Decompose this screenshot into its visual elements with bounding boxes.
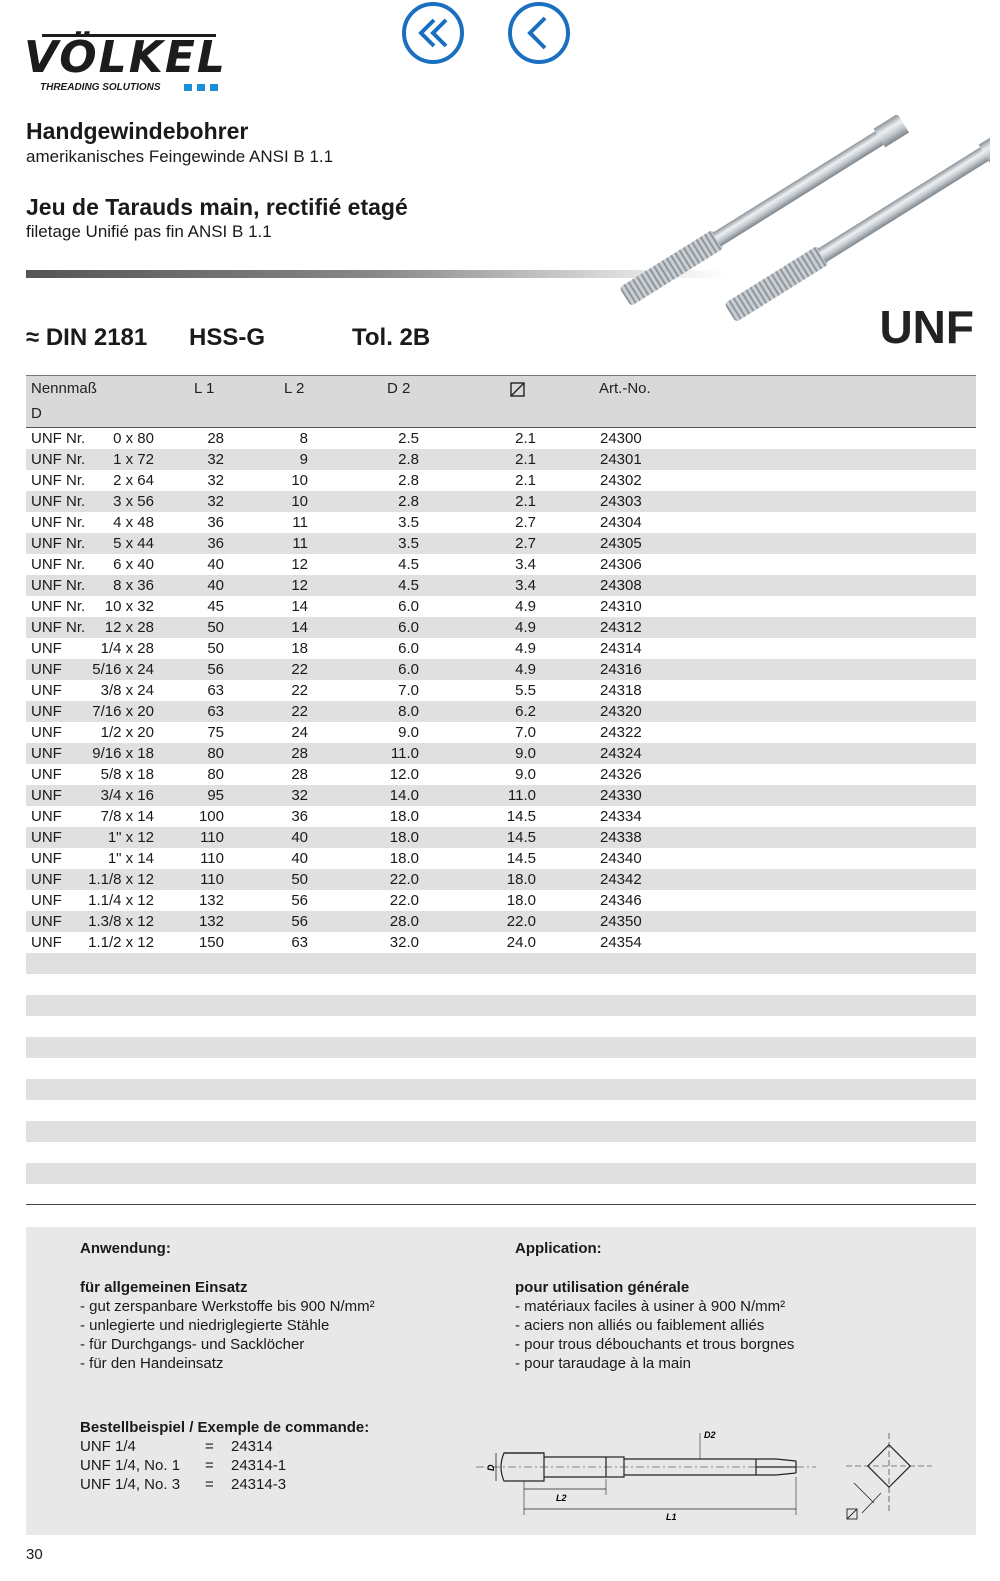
application-heading-fr: Application: — [515, 1240, 602, 1257]
table-row — [26, 575, 976, 596]
drawing-label-d2: D2 — [704, 1430, 716, 1440]
empty-table-row — [26, 1016, 976, 1037]
table-row — [26, 848, 976, 869]
tap-technical-drawing — [456, 1423, 936, 1533]
cell-type: UNF Nr. — [31, 556, 86, 573]
cell-sq: 2.1 — [515, 430, 536, 447]
cell-art: 24324 — [600, 745, 642, 762]
cell-type: UNF — [31, 724, 62, 741]
cell-l1: 110 — [200, 850, 224, 867]
order-example-heading: Bestellbeispiel / Exemple de commande: — [80, 1419, 370, 1436]
drawing-label-l1: L1 — [666, 1512, 677, 1522]
cell-l1: 36 — [207, 514, 224, 531]
cell-l2: 10 — [291, 472, 308, 489]
cell-type: UNF Nr. — [31, 430, 86, 447]
table-row — [26, 743, 976, 764]
application-item-de: - gut zerspanbare Werkstoffe bis 900 N/mm² — [80, 1298, 375, 1315]
cell-sq: 2.1 — [515, 451, 536, 468]
cell-l1: 32 — [207, 451, 224, 468]
cell-l2: 22 — [291, 661, 308, 678]
cell-sq: 4.9 — [515, 640, 536, 657]
cell-l1: 80 — [207, 766, 224, 783]
cell-sq: 4.9 — [515, 598, 536, 615]
cell-sq: 24.0 — [506, 934, 536, 951]
cell-sq: 4.9 — [515, 619, 536, 636]
order-line-code: 24314-3 — [231, 1476, 287, 1493]
cell-size: 1.1/8 x 12 — [88, 871, 154, 888]
brand-name: VÖLKEL — [24, 32, 227, 83]
subtitle-fr: filetage Unifié pas fin ANSI B 1.1 — [26, 222, 272, 241]
cell-art: 24308 — [600, 577, 642, 594]
spec-tolerance: Tol. 2B — [352, 324, 431, 351]
cell-d2: 6.0 — [398, 619, 419, 636]
cell-l1: 36 — [207, 535, 224, 552]
application-item-de: - unlegierte und niedriglegierte Stähle — [80, 1317, 330, 1334]
cell-d2: 9.0 — [398, 724, 419, 741]
order-line-eq: = — [205, 1438, 214, 1455]
cell-l2: 22 — [291, 682, 308, 699]
cell-d2: 2.8 — [398, 451, 419, 468]
cell-d2: 32.0 — [389, 934, 419, 951]
cell-art: 24322 — [600, 724, 642, 741]
table-row — [26, 533, 976, 554]
cell-l2: 12 — [291, 556, 308, 573]
cell-l1: 75 — [207, 724, 224, 741]
table-row — [26, 869, 976, 890]
cell-l2: 18 — [291, 640, 308, 657]
taps-image — [605, 115, 990, 330]
cell-sq: 5.5 — [515, 682, 536, 699]
cell-sq: 14.5 — [506, 850, 536, 867]
cell-size: 4 x 48 — [113, 514, 154, 531]
cell-size: 3 x 56 — [113, 493, 154, 510]
cell-type: UNF Nr. — [31, 577, 86, 594]
cell-l1: 40 — [207, 556, 224, 573]
cell-type: UNF Nr. — [31, 451, 86, 468]
spec-material: HSS-G — [189, 324, 266, 351]
drawing-label-d: D — [486, 1464, 496, 1471]
table-row — [26, 512, 976, 533]
cell-l1: 63 — [207, 703, 224, 720]
cell-d2: 4.5 — [398, 556, 419, 573]
order-line-eq: = — [205, 1476, 214, 1493]
cell-l2: 14 — [291, 598, 308, 615]
cell-type: UNF Nr. — [31, 535, 86, 552]
cell-type: UNF — [31, 787, 62, 804]
cell-d2: 3.5 — [398, 514, 419, 531]
cell-size: 3/8 x 24 — [100, 682, 154, 699]
cell-d2: 2.8 — [398, 472, 419, 489]
cell-type: UNF — [31, 892, 62, 909]
cell-d2: 18.0 — [389, 850, 419, 867]
table-body — [26, 428, 976, 1184]
table-row — [26, 659, 976, 680]
cell-art: 24300 — [600, 430, 642, 447]
cell-type: UNF — [31, 703, 62, 720]
cell-l2: 11 — [292, 535, 308, 552]
cell-sq: 2.1 — [515, 493, 536, 510]
cell-l1: 32 — [207, 493, 224, 510]
cell-l2: 56 — [291, 913, 308, 930]
table-row — [26, 764, 976, 785]
cell-sq: 18.0 — [506, 871, 536, 888]
cell-l1: 56 — [207, 661, 224, 678]
cell-size: 1/2 x 20 — [100, 724, 154, 741]
cell-sq: 22.0 — [506, 913, 536, 930]
application-sub-fr: pour utilisation générale — [515, 1279, 690, 1296]
cell-l1: 95 — [207, 787, 224, 804]
table-row — [26, 890, 976, 911]
table-row — [26, 701, 976, 722]
cell-type: UNF — [31, 913, 62, 930]
cell-sq: 6.2 — [515, 703, 536, 720]
cell-size: 5/8 x 18 — [100, 766, 154, 783]
chevron-left-icon — [512, 6, 566, 60]
application-item-fr: - aciers non alliés ou faiblement alliés — [515, 1317, 765, 1334]
cell-art: 24320 — [600, 703, 642, 720]
cell-d2: 28.0 — [389, 913, 419, 930]
empty-table-row — [26, 1079, 976, 1100]
cell-size: 3/4 x 16 — [100, 787, 154, 804]
cell-size: 0 x 80 — [113, 430, 154, 447]
cell-l2: 40 — [291, 850, 308, 867]
volkel-logo — [24, 32, 227, 96]
cell-size: 1" x 12 — [107, 829, 154, 846]
cell-l2: 22 — [291, 703, 308, 720]
cell-size: 10 x 32 — [104, 598, 154, 615]
table-row — [26, 680, 976, 701]
cell-type: UNF — [31, 871, 62, 888]
header-d2: D 2 — [387, 380, 411, 397]
cell-art: 24304 — [600, 514, 642, 531]
cell-l2: 50 — [291, 871, 308, 888]
cell-sq: 18.0 — [506, 892, 536, 909]
order-line-name: UNF 1/4 — [80, 1438, 136, 1455]
cell-d2: 6.0 — [398, 640, 419, 657]
double-chevron-left-icon — [406, 6, 460, 60]
cell-type: UNF — [31, 661, 62, 678]
cell-size: 1.1/2 x 12 — [88, 934, 154, 951]
cell-art: 24340 — [600, 850, 642, 867]
cell-l1: 45 — [207, 598, 224, 615]
table-row — [26, 596, 976, 617]
header-l2: L 2 — [284, 380, 305, 397]
cell-l2: 11 — [292, 514, 308, 531]
cell-art: 24334 — [600, 808, 642, 825]
cell-d2: 22.0 — [389, 871, 419, 888]
cell-type: UNF — [31, 934, 62, 951]
spec-din: ≈ DIN 2181 — [26, 324, 148, 351]
cell-d2: 12.0 — [389, 766, 419, 783]
cell-sq: 14.5 — [506, 808, 536, 825]
cell-l2: 10 — [291, 493, 308, 510]
cell-l1: 132 — [198, 892, 224, 909]
cell-type: UNF Nr. — [31, 514, 86, 531]
info-box — [26, 1227, 976, 1535]
cell-size: 5 x 44 — [113, 535, 154, 552]
application-item-de: - für Durchgangs- und Sacklöcher — [80, 1336, 305, 1353]
empty-table-row — [26, 1142, 976, 1163]
cell-art: 24316 — [600, 661, 642, 678]
cell-l1: 50 — [207, 640, 224, 657]
cell-sq: 2.7 — [515, 514, 536, 531]
cell-size: 5/16 x 24 — [92, 661, 154, 678]
empty-table-row — [26, 1163, 976, 1184]
cell-size: 1 x 72 — [113, 451, 154, 468]
cell-l2: 56 — [291, 892, 308, 909]
cell-type: UNF Nr. — [31, 619, 86, 636]
drawing-label-l2: L2 — [556, 1493, 567, 1503]
cell-size: 1" x 14 — [107, 850, 154, 867]
cell-art: 24346 — [600, 892, 642, 909]
thread-type-label: UNF — [879, 301, 974, 353]
application-item-fr: - pour taraudage à la main — [515, 1355, 691, 1372]
cell-l2: 8 — [299, 430, 308, 447]
cell-l1: 40 — [207, 577, 224, 594]
cell-size: 9/16 x 18 — [92, 745, 154, 762]
cell-size: 2 x 64 — [113, 472, 154, 489]
table-row — [26, 911, 976, 932]
table-row — [26, 785, 976, 806]
empty-table-row — [26, 1058, 976, 1079]
cell-l2: 28 — [291, 766, 308, 783]
cell-d2: 4.5 — [398, 577, 419, 594]
cell-type: UNF Nr. — [31, 598, 86, 615]
subtitle-de: amerikanisches Feingewinde ANSI B 1.1 — [26, 147, 334, 166]
page-number: 30 — [26, 1546, 43, 1563]
table-row — [26, 554, 976, 575]
empty-table-row — [26, 1037, 976, 1058]
cell-sq: 9.0 — [515, 745, 536, 762]
cell-sq: 3.4 — [515, 556, 536, 573]
cell-l2: 9 — [299, 451, 308, 468]
cell-art: 24318 — [600, 682, 642, 699]
empty-table-row — [26, 953, 976, 974]
cell-sq: 2.1 — [515, 472, 536, 489]
cell-art: 24354 — [600, 934, 642, 951]
application-sub-de: für allgemeinen Einsatz — [80, 1279, 248, 1296]
cell-l1: 132 — [198, 913, 224, 930]
cell-l2: 36 — [291, 808, 308, 825]
cell-sq: 3.4 — [515, 577, 536, 594]
cell-l2: 14 — [291, 619, 308, 636]
header-l1: L 1 — [194, 380, 215, 397]
cell-art: 24326 — [600, 766, 642, 783]
cell-sq: 2.7 — [515, 535, 536, 552]
title-fr: Jeu de Tarauds main, rectifié etagé — [26, 194, 408, 220]
cell-art: 24342 — [600, 871, 642, 888]
table-row — [26, 449, 976, 470]
cell-type: UNF — [31, 745, 62, 762]
empty-table-row — [26, 1121, 976, 1142]
previous-page-button[interactable] — [508, 2, 570, 64]
cell-l1: 32 — [207, 472, 224, 489]
header-nennmass: Nennmaß — [31, 380, 97, 397]
table-row — [26, 638, 976, 659]
cell-size: 1/4 x 28 — [100, 640, 154, 657]
cell-sq: 7.0 — [515, 724, 536, 741]
cell-art: 24306 — [600, 556, 642, 573]
cell-art: 24305 — [600, 535, 642, 552]
cell-sq: 4.9 — [515, 661, 536, 678]
order-line-code: 24314-1 — [231, 1457, 287, 1474]
first-page-button[interactable] — [402, 2, 464, 64]
cell-l2: 63 — [291, 934, 308, 951]
cell-type: UNF — [31, 808, 62, 825]
table-row — [26, 470, 976, 491]
cell-size: 1.1/4 x 12 — [88, 892, 154, 909]
cell-art: 24312 — [600, 619, 642, 636]
cell-l2: 40 — [291, 829, 308, 846]
cell-type: UNF — [31, 640, 62, 657]
cell-l1: 28 — [207, 430, 224, 447]
cell-l1: 50 — [207, 619, 224, 636]
cell-sq: 14.5 — [506, 829, 536, 846]
cell-size: 7/16 x 20 — [92, 703, 154, 720]
application-item-de: - für den Handeinsatz — [80, 1355, 224, 1372]
order-line-code: 24314 — [231, 1438, 273, 1455]
header-d: D — [31, 405, 42, 422]
cell-type: UNF Nr. — [31, 493, 86, 510]
order-line-name: UNF 1/4, No. 1 — [80, 1457, 181, 1474]
table-row — [26, 617, 976, 638]
cell-l2: 28 — [291, 745, 308, 762]
cell-art: 24314 — [600, 640, 642, 657]
application-item-fr: - pour trous débouchants et trous borgnes — [515, 1336, 795, 1353]
table-header — [26, 375, 976, 428]
cell-sq: 9.0 — [515, 766, 536, 783]
table-end-line — [26, 1204, 976, 1205]
table-row — [26, 806, 976, 827]
cell-size: 7/8 x 14 — [100, 808, 154, 825]
table-row — [26, 491, 976, 512]
cell-d2: 3.5 — [398, 535, 419, 552]
cell-l1: 100 — [198, 808, 224, 825]
cell-d2: 6.0 — [398, 661, 419, 678]
cell-art: 24301 — [600, 451, 642, 468]
cell-d2: 11.0 — [390, 745, 419, 762]
table-row — [26, 827, 976, 848]
cell-type: UNF Nr. — [31, 472, 86, 489]
order-line-name: UNF 1/4, No. 3 — [80, 1476, 181, 1493]
application-item-fr: - matériaux faciles à usiner à 900 N/mm² — [515, 1298, 786, 1315]
cell-type: UNF — [31, 682, 62, 699]
empty-table-row — [26, 1100, 976, 1121]
cell-type: UNF — [31, 850, 62, 867]
cell-d2: 6.0 — [398, 598, 419, 615]
table-row — [26, 428, 976, 449]
cell-d2: 18.0 — [389, 808, 419, 825]
cell-d2: 2.5 — [398, 430, 419, 447]
cell-type: UNF — [31, 766, 62, 783]
cell-l1: 63 — [207, 682, 224, 699]
cell-type: UNF — [31, 829, 62, 846]
application-heading-de: Anwendung: — [80, 1240, 171, 1257]
cell-art: 24330 — [600, 787, 642, 804]
cell-l1: 80 — [207, 745, 224, 762]
cell-sq: 11.0 — [507, 787, 536, 804]
cell-size: 8 x 36 — [113, 577, 154, 594]
cell-art: 24302 — [600, 472, 642, 489]
cell-l2: 24 — [291, 724, 308, 741]
empty-table-row — [26, 974, 976, 995]
cell-d2: 22.0 — [389, 892, 419, 909]
cell-d2: 18.0 — [389, 829, 419, 846]
cell-l1: 150 — [198, 934, 224, 951]
cell-art: 24350 — [600, 913, 642, 930]
cell-size: 6 x 40 — [113, 556, 154, 573]
order-line-eq: = — [205, 1457, 214, 1474]
table-row — [26, 932, 976, 953]
cell-d2: 7.0 — [398, 682, 419, 699]
brand-tagline: THREADING SOLUTIONS — [40, 82, 161, 93]
cell-l2: 12 — [291, 577, 308, 594]
cell-l2: 32 — [291, 787, 308, 804]
cell-d2: 2.8 — [398, 493, 419, 510]
cell-l1: 110 — [200, 871, 224, 888]
cell-size: 12 x 28 — [104, 619, 154, 636]
title-de: Handgewindebohrer — [26, 118, 249, 144]
cell-d2: 8.0 — [398, 703, 419, 720]
cell-l1: 110 — [200, 829, 224, 846]
header-art-no: Art.-No. — [599, 380, 651, 397]
cell-art: 24338 — [600, 829, 642, 846]
cell-art: 24310 — [600, 598, 642, 615]
square-size-icon — [510, 382, 525, 397]
cell-art: 24303 — [600, 493, 642, 510]
cell-size: 1.3/8 x 12 — [88, 913, 154, 930]
table-row — [26, 722, 976, 743]
empty-table-row — [26, 995, 976, 1016]
cell-d2: 14.0 — [389, 787, 419, 804]
